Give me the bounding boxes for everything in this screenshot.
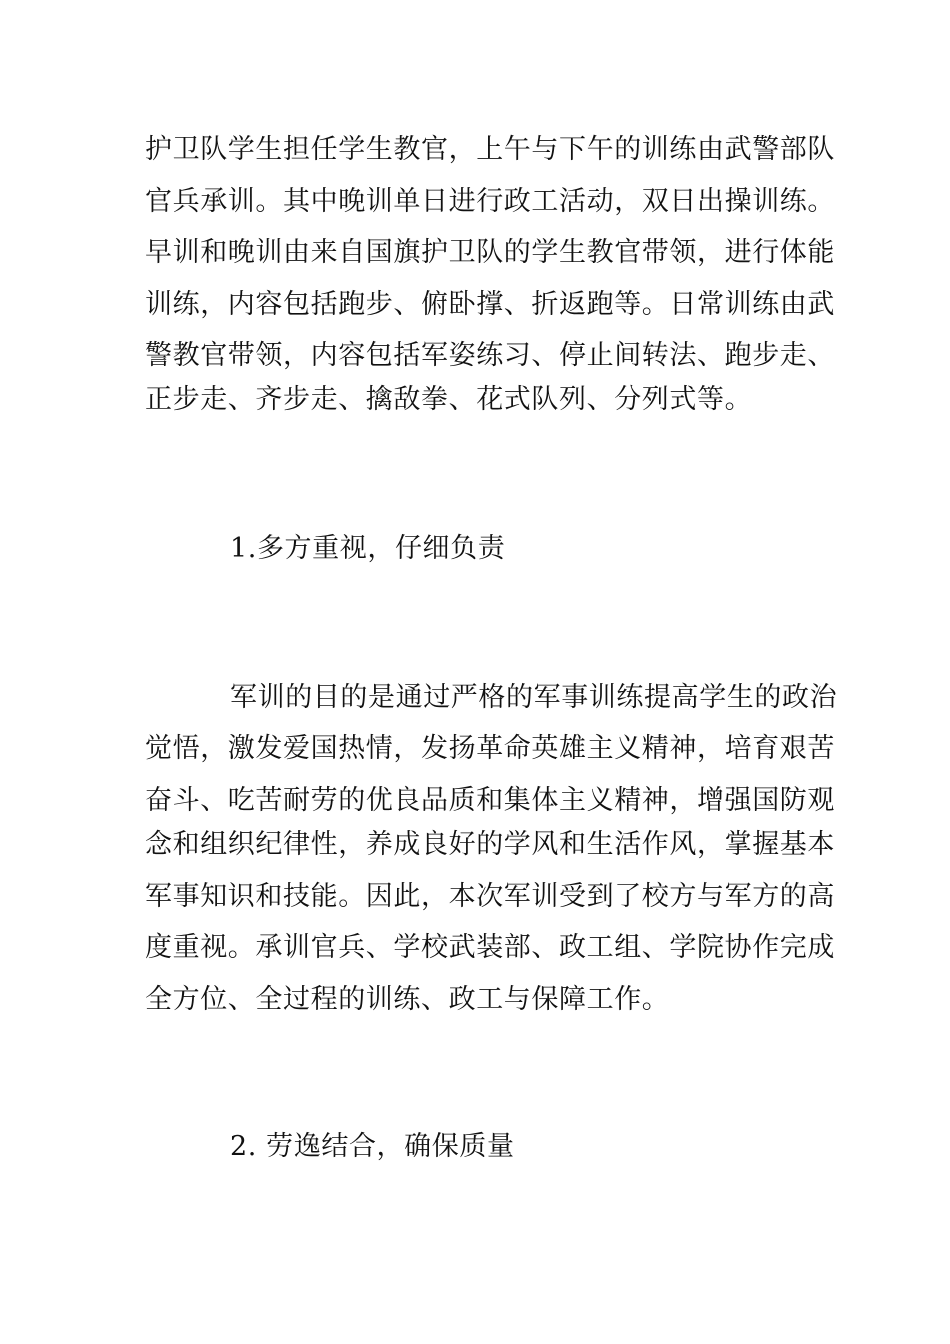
paragraph-line: 念和组织纪律性，养成良好的学风和生活作风，掌握基本: [145, 829, 835, 860]
section-heading-1: 1.多方重视，仔细负责: [230, 533, 506, 564]
paragraph-line: 觉悟，激发爱国热情，发扬革命英雄主义精神，培育艰苦: [145, 733, 835, 764]
paragraph-line: 官兵承训。其中晚训单日进行政工活动，双日出操训练。: [145, 186, 835, 217]
section-heading-2: 2. 劳逸结合，确保质量: [230, 1131, 515, 1162]
paragraph-line: 度重视。承训官兵、学校武装部、政工组、学院协作完成: [145, 932, 835, 963]
paragraph-line: 全方位、全过程的训练、政工与保障工作。: [145, 984, 670, 1015]
paragraph-line: 军训的目的是通过严格的军事训练提高学生的政治: [230, 682, 838, 713]
paragraph-line: 早训和晚训由来自国旗护卫队的学生教官带领，进行体能: [145, 237, 835, 268]
paragraph-line: 奋斗、吃苦耐劳的优良品质和集体主义精神，增强国防观: [145, 785, 835, 816]
paragraph-line: 训练，内容包括跑步、俯卧撑、折返跑等。日常训练由武: [145, 289, 835, 320]
paragraph-line: 护卫队学生担任学生教官，上午与下午的训练由武警部队: [145, 134, 835, 165]
paragraph-line: 军事知识和技能。因此，本次军训受到了校方与军方的高: [145, 881, 835, 912]
paragraph-line: 正步走、齐步走、擒敌拳、花式队列、分列式等。: [145, 384, 753, 415]
paragraph-line: 警教官带领，内容包括军姿练习、停止间转法、跑步走、: [145, 340, 835, 371]
